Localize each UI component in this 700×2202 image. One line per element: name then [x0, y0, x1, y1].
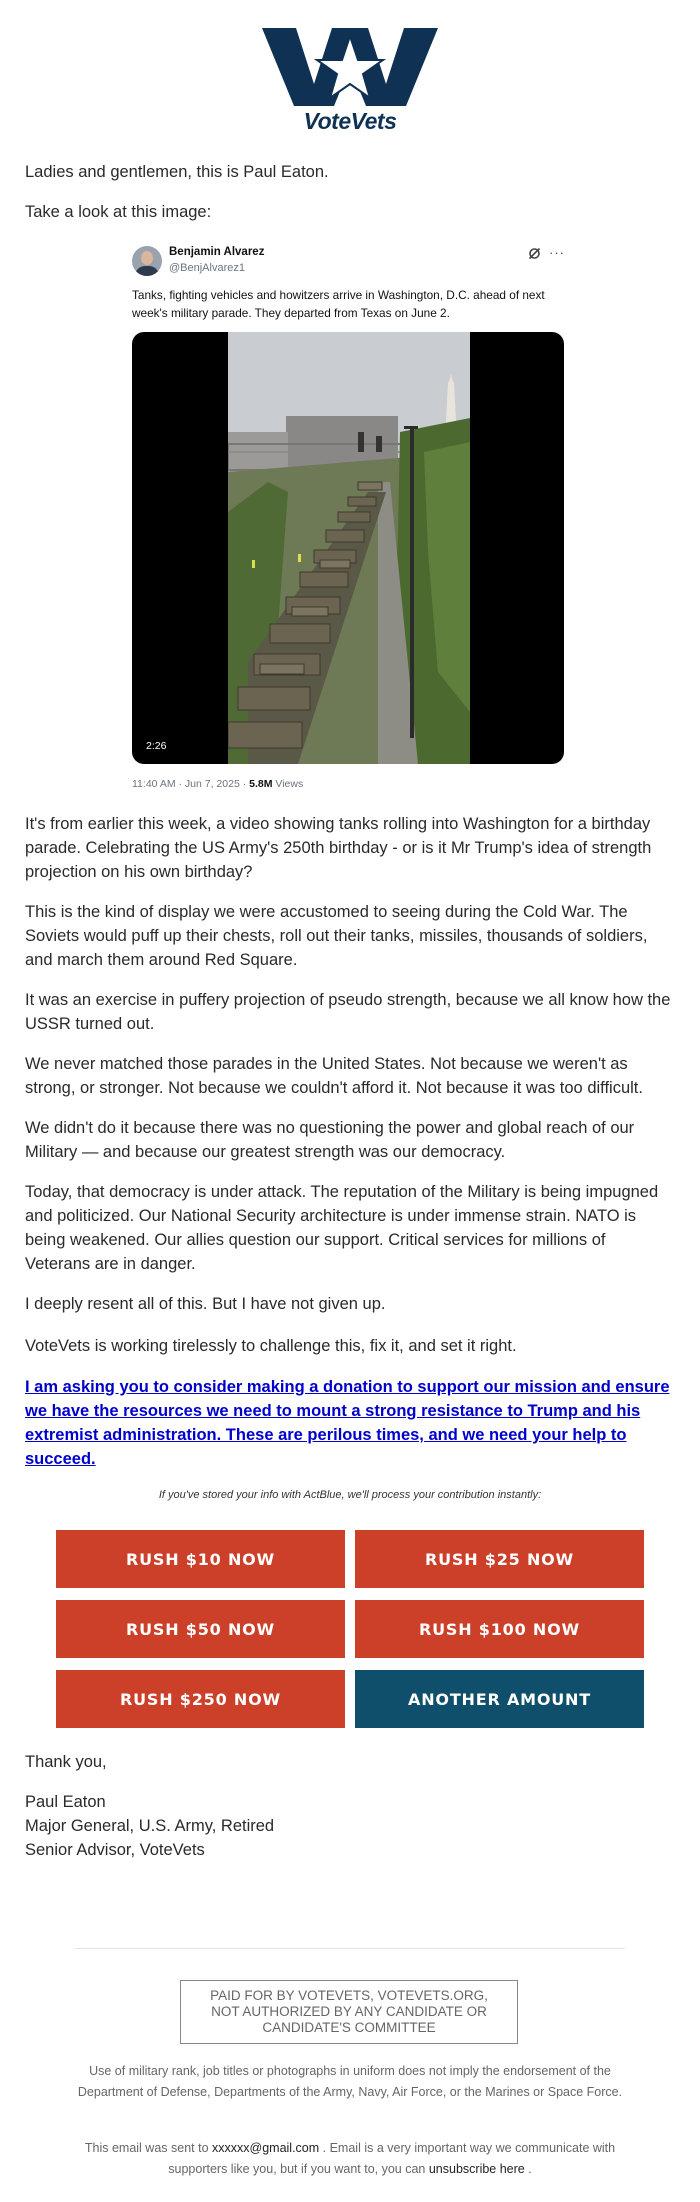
body-paragraph-7: I deeply resent all of this. But I have not given up. [25, 1295, 386, 1313]
body-paragraph-1: It's from earlier this week, a video showing tanks rolling into Washington for a birthday parade. Celebrating the US Army's 250th birthday - or is it Mr Trump's idea of strength projection on his own birthday? [25, 815, 652, 881]
body-paragraph-5: We didn't do it because there was no questioning the power and global reach of our Military — and because our greatest strength was our democracy. [25, 1119, 635, 1161]
tweet-meta[interactable] [132, 778, 303, 790]
footer-divider [75, 1948, 625, 1949]
views-label: Views [272, 778, 304, 790]
signoff-thanks: Thank you, [25, 1753, 107, 1771]
rush-25-button[interactable]: RUSH $25 NOW [355, 1530, 644, 1588]
video-frame [228, 332, 470, 764]
unsubscribe-link[interactable]: unsubscribe here [428, 2162, 525, 2176]
more-icon[interactable]: ··· [549, 245, 565, 260]
embedded-tweet[interactable] [130, 244, 570, 796]
body-paragraph-2: This is the kind of display we were accustomed to seeing during the Cold War. The Soviets would puff up their chests, roll out their tanks, missiles, thousands of soldiers, and march them around Red Square. [25, 903, 648, 969]
logo-text: VoteVets [303, 108, 397, 134]
grok-icon[interactable] [528, 247, 541, 263]
votevets-logo [262, 28, 438, 136]
recipient-email[interactable]: xxxxxx@gmail.com [212, 2141, 320, 2155]
body-paragraph-3: It was an exercise in puffery projection of pseudo strength, because we all know how the USSR turned out. [25, 991, 671, 1033]
rush-10-button[interactable]: RUSH $10 NOW [56, 1530, 345, 1588]
body-paragraph-4: We never matched those parades in the United States. Not because we weren't as strong, or stronger. Not because we couldn't afford it. Not because it was too difficult. [25, 1055, 643, 1097]
logo-mark [262, 28, 438, 108]
rush-100-button[interactable]: RUSH $100 NOW [355, 1600, 644, 1658]
signoff-title: Major General, U.S. Army, Retired [25, 1817, 275, 1835]
tweet-timestamp[interactable]: 11:40 AM · Jun 7, 2025 · [132, 778, 250, 790]
video-duration: 2:26 [146, 740, 167, 752]
rush-50-button[interactable]: RUSH $50 NOW [56, 1600, 345, 1658]
tweet-text: Tanks, fighting vehicles and howitzers arrive in Washington, D.C. ahead of next week's military parade. They departed from Texas on June 2. [132, 288, 545, 320]
rush-250-button[interactable]: RUSH $250 NOW [56, 1670, 345, 1728]
sent-prefix: This email was sent to [84, 2141, 213, 2155]
tweet-author-name[interactable]: Benjamin Alvarez [169, 246, 265, 258]
sent-middle: . Email is a very important way we communicate with supporters like you, but if you want to, you can [168, 2141, 616, 2176]
tweet-video[interactable] [132, 332, 564, 764]
military-disclaimer: Use of military rank, job titles or photographs in uniform does not imply the endorsement of the Department of Defense, Departments of the Army, Navy, Air Force, or the Marines or Space Force. [77, 2064, 623, 2099]
signoff-name: Paul Eaton [25, 1793, 106, 1811]
body-paragraph-6: Today, that democracy is under attack. The reputation of the Military is being impugned and politicized. Our National Security architecture is under immense strain. NATO is being weakened. Our allies question our support. Critical services for millions of Veterans are in danger. [25, 1183, 659, 1273]
paid-for-disclaimer: PAID FOR BY VOTEVETS, VOTEVETS.ORG, NOT AUTHORIZED BY ANY CANDIDATE OR CANDIDATE'S COMMITTEE [180, 1980, 518, 2044]
sent-suffix: . [524, 2162, 532, 2176]
sent-to-notice [75, 2138, 625, 2180]
lead-in: Take a look at this image: [25, 203, 212, 221]
actblue-note: If you've stored your info with ActBlue, we'll process your contribution instantly: [158, 1489, 542, 1501]
donation-ask-link[interactable]: I am asking you to consider making a donation to support our mission and ensure we have the resources we need to mount a strong resistance to Trump and his extremist administration. These are perilous times, and we need your help to succeed. [25, 1378, 670, 1468]
tweet-author-handle[interactable]: @BenjAlvarez1 [169, 262, 245, 274]
another-amount-button[interactable]: ANOTHER AMOUNT [355, 1670, 644, 1728]
avatar[interactable] [132, 246, 162, 276]
body-paragraph-8: VoteVets is working tirelessly to challenge this, fix it, and set it right. [25, 1337, 517, 1355]
greeting: Ladies and gentlemen, this is Paul Eaton. [25, 163, 329, 181]
signoff-role: Senior Advisor, VoteVets [25, 1841, 205, 1859]
views-count: 5.8M [249, 778, 273, 790]
